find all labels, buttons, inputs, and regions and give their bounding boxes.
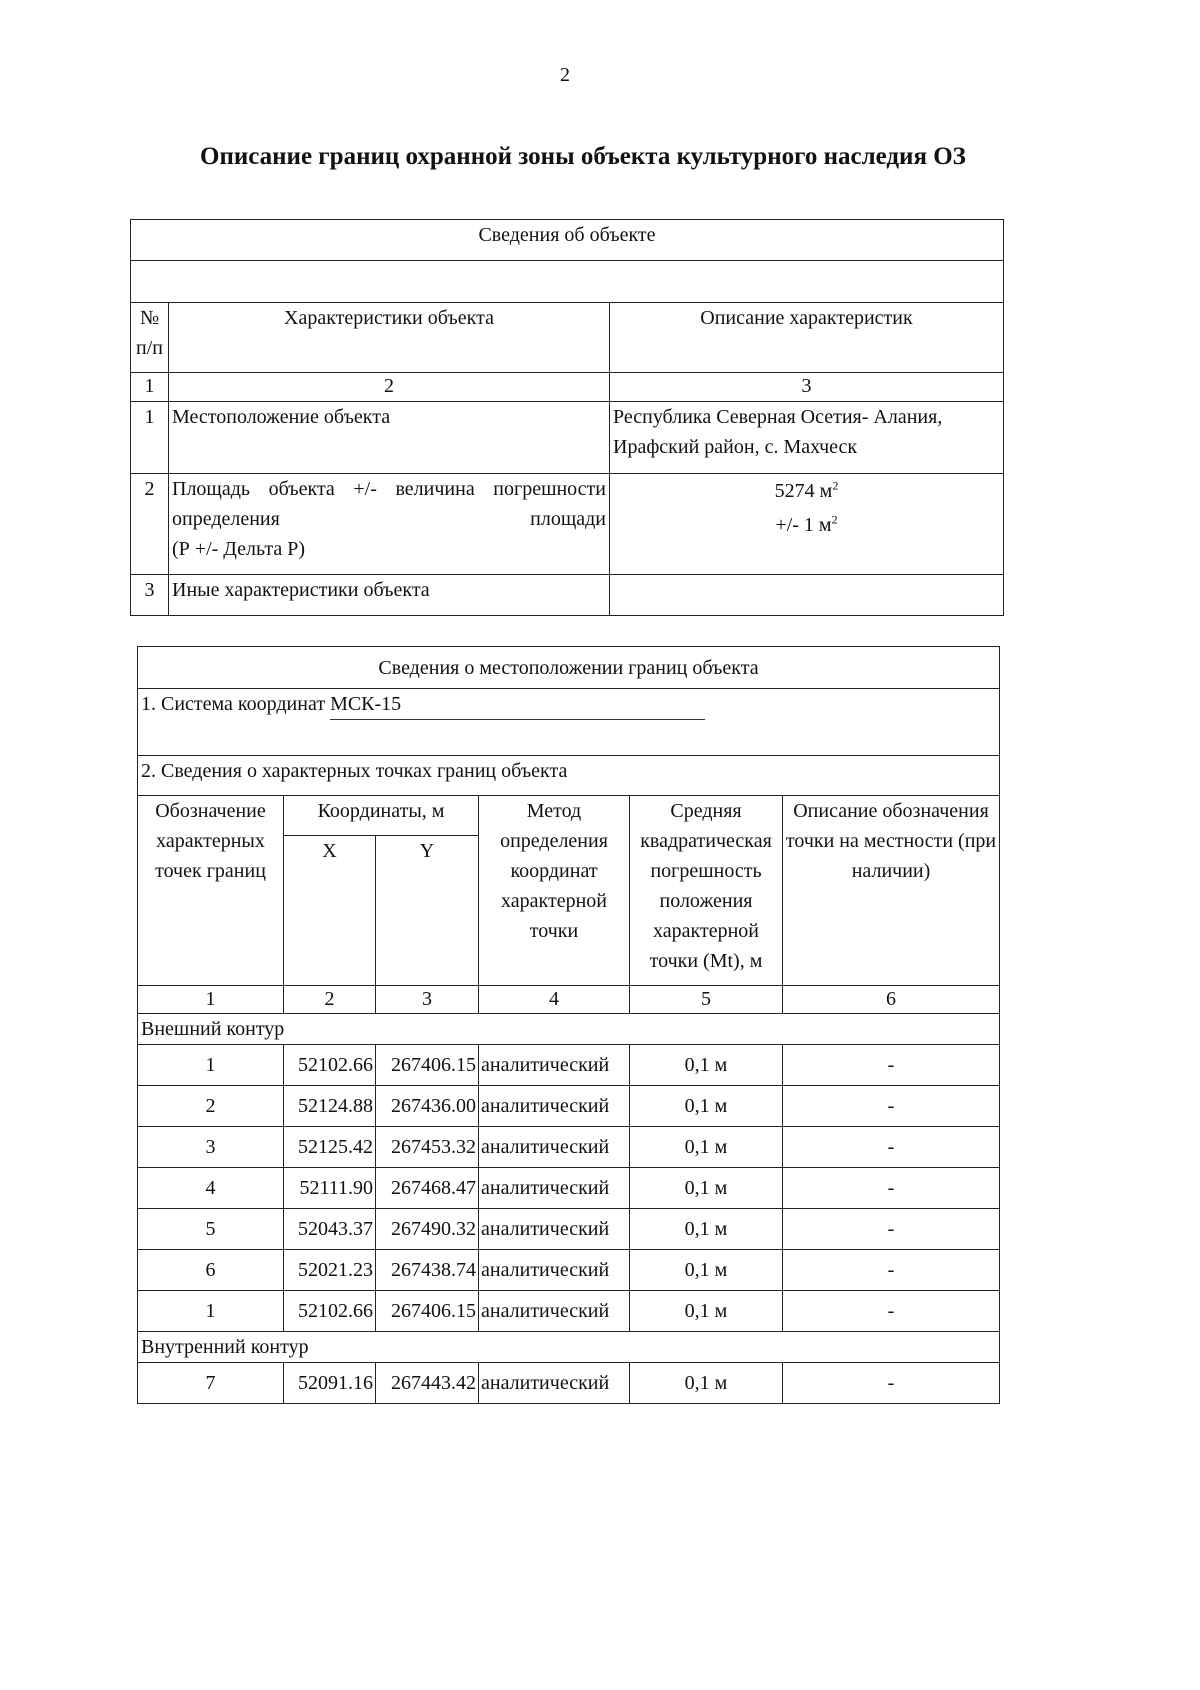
method: аналитический — [479, 1168, 630, 1209]
method: аналитический — [479, 1250, 630, 1291]
point-id: 1 — [138, 1291, 284, 1332]
description: - — [783, 1168, 1000, 1209]
description: - — [783, 1045, 1000, 1086]
method: аналитический — [479, 1045, 630, 1086]
area-value: 5274 $м^2$ — [774, 478, 839, 502]
point-id: 5 — [138, 1209, 284, 1250]
error: 0,1 м — [630, 1291, 783, 1332]
coord-system-row — [138, 689, 1000, 756]
description: - — [783, 1291, 1000, 1332]
table-row — [138, 1086, 1000, 1127]
col-header-number: № п/п — [131, 303, 169, 373]
error: 0,1 м — [630, 1250, 783, 1291]
table-heading: Сведения о местоположении границ объекта — [138, 647, 1000, 689]
coord-x: 52021.23 — [284, 1250, 376, 1291]
error: 0,1 м — [630, 1209, 783, 1250]
row-number: 3 — [131, 575, 169, 616]
error: 0,1 м — [630, 1363, 783, 1404]
coord-y: 267438.74 — [376, 1250, 479, 1291]
coord-x: 52043.37 — [284, 1209, 376, 1250]
description: - — [783, 1127, 1000, 1168]
point-id: 2 — [138, 1086, 284, 1127]
col-header-error: Средняя квадратическая погрешность положения характерной точки (Mt), м — [630, 796, 783, 986]
col-number: 3 — [610, 373, 1004, 402]
description: - — [783, 1363, 1000, 1404]
table-row — [138, 1363, 1000, 1404]
col-header-y: Y — [376, 836, 479, 986]
coord-x: 52125.42 — [284, 1127, 376, 1168]
row-number: 1 — [131, 402, 169, 474]
coord-y: 267436.00 — [376, 1086, 479, 1127]
row-name-formula: (Р +/- Дельта Р) — [172, 538, 306, 560]
row-value — [610, 474, 1004, 575]
method: аналитический — [479, 1363, 630, 1404]
object-info-table — [130, 219, 1004, 616]
area-tolerance: +/- 1 $м^2$ — [775, 512, 838, 536]
point-id: 6 — [138, 1250, 284, 1291]
description: - — [783, 1250, 1000, 1291]
point-id: 3 — [138, 1127, 284, 1168]
col-header-method: Метод определения координат характерной точки — [479, 796, 630, 986]
coord-y: 267406.15 — [376, 1045, 479, 1086]
col-number: 5 — [630, 986, 783, 1014]
error: 0,1 м — [630, 1086, 783, 1127]
table-row — [138, 1127, 1000, 1168]
col-number: 1 — [131, 373, 169, 402]
method: аналитический — [479, 1127, 630, 1168]
contour-label: Внешний контур — [138, 1014, 1000, 1045]
coord-system-label: 1. Система координат — [141, 693, 326, 715]
col-number: 2 — [284, 986, 376, 1014]
col-number: 6 — [783, 986, 1000, 1014]
coord-system-value: МСК-15 — [330, 689, 705, 720]
table-row — [138, 1250, 1000, 1291]
point-id: 1 — [138, 1045, 284, 1086]
col-number: 3 — [376, 986, 479, 1014]
method: аналитический — [479, 1291, 630, 1332]
coord-y: 267490.32 — [376, 1209, 479, 1250]
page-title: Описание границ охранной зоны объекта культурного наследия ОЗ — [200, 143, 966, 170]
empty-row — [131, 261, 1004, 303]
coord-y: 267443.42 — [376, 1363, 479, 1404]
table-row — [138, 1045, 1000, 1086]
col-number: 4 — [479, 986, 630, 1014]
coord-x: 52102.66 — [284, 1045, 376, 1086]
point-id: 7 — [138, 1363, 284, 1404]
row-name-line: Площадь объекта +/- величина погрешности определения площади — [172, 478, 606, 530]
error: 0,1 м — [630, 1168, 783, 1209]
col-header-description: Описание характеристик — [610, 303, 1004, 373]
col-header-description: Описание обозначения точки на местности (при наличии) — [783, 796, 1000, 986]
table-row — [131, 402, 1004, 474]
coord-x: 52102.66 — [284, 1291, 376, 1332]
row-value — [610, 575, 1004, 616]
col-header-x: X — [284, 836, 376, 986]
page-number: 2 — [560, 64, 570, 86]
row-name: Иные характеристики объекта — [169, 575, 610, 616]
coord-x: 52124.88 — [284, 1086, 376, 1127]
table-row — [138, 1209, 1000, 1250]
col-number: 1 — [138, 986, 284, 1014]
contour-label: Внутренний контур — [138, 1332, 1000, 1363]
error: 0,1 м — [630, 1127, 783, 1168]
row-value: Республика Северная Осетия- Алания, Ирафский район, с. Махческ — [610, 402, 1004, 474]
col-header-point: Обозначение характерных точек границ — [138, 796, 284, 986]
table-row — [131, 474, 1004, 575]
col-header-characteristic: Характеристики объекта — [169, 303, 610, 373]
point-id: 4 — [138, 1168, 284, 1209]
description: - — [783, 1209, 1000, 1250]
method: аналитический — [479, 1086, 630, 1127]
table-row — [131, 575, 1004, 616]
section-heading: 2. Сведения о характерных точках границ объекта — [138, 756, 1000, 796]
method: аналитический — [479, 1209, 630, 1250]
table-heading: Сведения об объекте — [131, 220, 1004, 261]
col-header-coords: Координаты, м — [284, 796, 479, 836]
description: - — [783, 1086, 1000, 1127]
coord-y: 267468.47 — [376, 1168, 479, 1209]
table-row — [138, 1168, 1000, 1209]
row-name — [169, 474, 610, 575]
coord-y: 267453.32 — [376, 1127, 479, 1168]
row-number: 2 — [131, 474, 169, 575]
boundary-points-table — [137, 646, 1000, 1404]
coord-x: 52111.90 — [284, 1168, 376, 1209]
table-row — [138, 1291, 1000, 1332]
error: 0,1 м — [630, 1045, 783, 1086]
row-name: Местоположение объекта — [169, 402, 610, 474]
coord-y: 267406.15 — [376, 1291, 479, 1332]
col-number: 2 — [169, 373, 610, 402]
coord-x: 52091.16 — [284, 1363, 376, 1404]
